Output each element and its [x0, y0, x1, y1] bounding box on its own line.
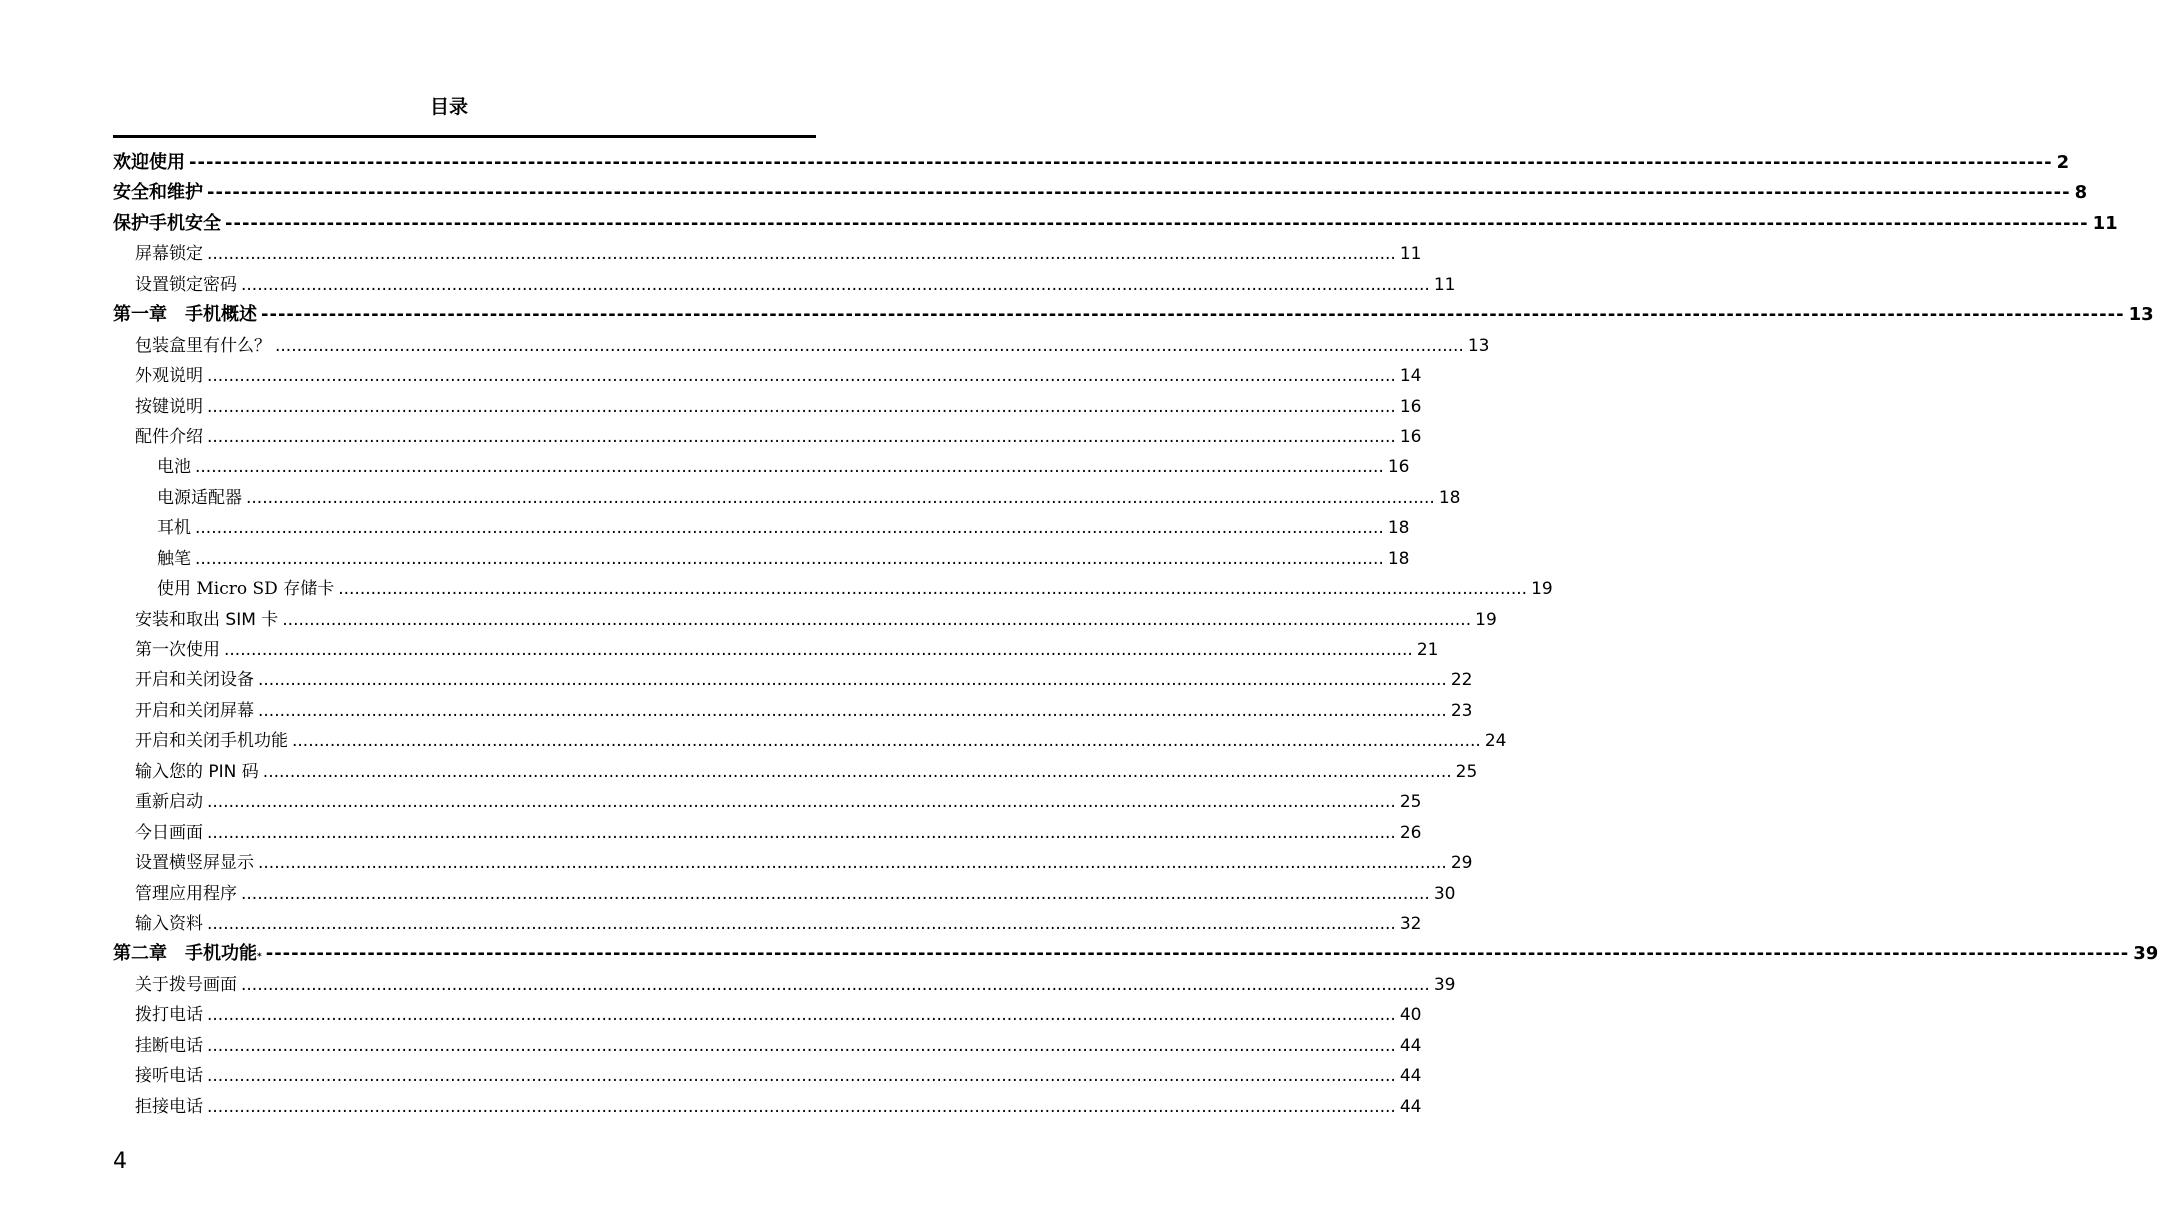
toc-leader: ---------------------------------------------------------------------------------------------------------------------------------------------------------------------------------------------------------------------------- — [189, 152, 2053, 173]
toc-entry[interactable] — [113, 422, 1422, 452]
toc-entry[interactable] — [113, 1061, 1422, 1091]
toc-entry[interactable] — [113, 635, 1439, 665]
toc-entry-page: 11 — [2092, 212, 2118, 234]
toc-entry-title: 输入资料 — [135, 913, 203, 934]
toc-leader: ............................................................................................................................................................................................................................ — [207, 366, 1396, 387]
toc-entry-title: 第二章 手机功能 — [113, 943, 257, 965]
toc-leader: ............................................................................................................................................................................................................................ — [195, 548, 1384, 569]
toc-entry[interactable] — [113, 696, 1473, 726]
toc-entry-title: 输入您的 PIN 码 — [135, 761, 259, 782]
toc-entry-page: 30 — [1433, 883, 1456, 904]
toc-entry-page: 25 — [1399, 792, 1422, 813]
toc-entry-page: 16 — [1399, 396, 1422, 417]
toc-leader: ............................................................................................................................................................................................................................ — [224, 640, 1413, 660]
toc-leader: ............................................................................................................................................................................................................................ — [282, 609, 1472, 630]
toc-entry-page: 8 — [2074, 182, 2088, 204]
toc-entry[interactable] — [113, 178, 2088, 208]
toc-entry-page: 24 — [1484, 731, 1507, 752]
table-of-contents — [113, 148, 2158, 1122]
toc-entry-page: 23 — [1450, 700, 1473, 721]
toc-entry-page: 16 — [1399, 426, 1422, 447]
toc-entry[interactable] — [113, 787, 1422, 817]
toc-entry-title: 接听电话 — [135, 1066, 203, 1087]
toc-entry-title: 开启和关闭设备 — [135, 670, 254, 691]
toc-leader: ............................................................................................................................................................................................................................ — [241, 883, 1430, 904]
toc-entry-title: 欢迎使用 — [113, 152, 185, 173]
toc-leader: ............................................................................................................................................................................................................................ — [241, 974, 1430, 995]
toc-entry-page: 25 — [1455, 761, 1478, 782]
toc-entry-title: 使用 Micro SD 存储卡 — [157, 579, 335, 600]
toc-entry-page: 44 — [1399, 1035, 1422, 1056]
toc-entry[interactable] — [113, 726, 1507, 756]
toc-entry[interactable] — [113, 665, 1473, 695]
toc-entry[interactable] — [113, 300, 2154, 330]
toc-entry-page: 39 — [1433, 974, 1456, 995]
toc-entry-page: 21 — [1416, 640, 1439, 660]
toc-entry[interactable] — [113, 239, 1422, 269]
toc-entry-title: 触笔 — [157, 548, 191, 569]
toc-entry[interactable] — [113, 818, 1422, 848]
toc-entry-title: 按键说明 — [135, 396, 203, 417]
toc-leader: ............................................................................................................................................................................................................................ — [207, 822, 1396, 843]
toc-entry-page: 18 — [1387, 548, 1410, 569]
toc-entry-page: 2 — [2056, 152, 2070, 173]
toc-entry-page: 19 — [1475, 609, 1497, 630]
toc-leader: ............................................................................................................................................................................................................................ — [207, 792, 1396, 813]
toc-entry[interactable] — [113, 605, 1497, 635]
toc-entry-page: 14 — [1399, 366, 1422, 387]
toc-leader: ............................................................................................................................................................................................................................ — [241, 274, 1430, 295]
toc-leader: ............................................................................................................................................................................................................................ — [195, 457, 1384, 478]
toc-leader: ---------------------------------------------------------------------------------------------------------------------------------------------------------------------------------------------------------------------------- — [265, 943, 2130, 965]
toc-leader: ............................................................................................................................................................................................................................ — [258, 700, 1447, 721]
toc-entry[interactable] — [113, 392, 1422, 422]
toc-entry-title: 安装和取出 SIM 卡 — [135, 609, 279, 630]
toc-entry[interactable] — [113, 848, 1473, 878]
toc-entry-page: 11 — [1433, 274, 1456, 295]
toc-entry-page: 13 — [2128, 304, 2154, 326]
toc-entry[interactable] — [113, 483, 1461, 513]
toc-entry-title: 关于拨号画面 — [135, 974, 237, 995]
toc-leader: ............................................................................................................................................................................................................................ — [207, 913, 1396, 934]
page-number: 4 — [113, 1149, 127, 1174]
toc-entry[interactable] — [113, 544, 1410, 574]
toc-entry[interactable]: 第二章 手机功能 * ---------------------------------------------------------------------------------------------------------------------------------------------------------------------------------------------------------------------------- 39 — [113, 939, 811, 969]
toc-entry[interactable] — [113, 148, 2070, 178]
toc-entry-page: 44 — [1399, 1066, 1422, 1087]
toc-entry-title: 屏幕锁定 — [135, 244, 203, 265]
toc-entry[interactable] — [113, 1092, 1422, 1122]
toc-entry[interactable] — [113, 331, 1490, 361]
toc-leader: ............................................................................................................................................................................................................................ — [207, 1005, 1396, 1026]
toc-entry-page: 32 — [1399, 913, 1422, 934]
toc-entry[interactable] — [113, 909, 1422, 939]
toc-entry-page: 11 — [1399, 244, 1422, 265]
toc-entry-page: 40 — [1399, 1005, 1422, 1026]
toc-entry[interactable] — [113, 574, 1553, 604]
toc-entry-title: 电源适配器 — [157, 487, 242, 508]
toc-entry[interactable] — [113, 1000, 1422, 1030]
toc-leader: ............................................................................................................................................................................................................................ — [258, 853, 1447, 874]
toc-entry-page: 44 — [1399, 1096, 1422, 1117]
toc-entry-title: 拨打电话 — [135, 1005, 203, 1026]
toc-leader: ............................................................................................................................................................................................................................ — [207, 396, 1396, 417]
toc-entry-title: 包装盒里有什么？ — [135, 335, 271, 356]
toc-leader: ---------------------------------------------------------------------------------------------------------------------------------------------------------------------------------------------------------------------------- — [207, 182, 2071, 204]
toc-entry-title: 第一次使用 — [135, 640, 220, 660]
toc-entry-title: 配件介绍 — [135, 426, 203, 447]
toc-entry[interactable] — [113, 209, 2118, 239]
toc-leader: ............................................................................................................................................................................................................................ — [275, 335, 1464, 356]
toc-entry-title: 第一章 手机概述 — [113, 304, 257, 326]
toc-entry-title: 电池 — [157, 457, 191, 478]
toc-entry-title: 挂断电话 — [135, 1035, 203, 1056]
toc-entry-title: 安全和维护 — [113, 182, 203, 204]
toc-entry-page: 18 — [1387, 518, 1410, 539]
toc-entry[interactable] — [113, 513, 1410, 543]
toc-leader: ............................................................................................................................................................................................................................ — [292, 731, 1481, 752]
toc-leader: ............................................................................................................................................................................................................................ — [262, 761, 1452, 782]
toc-entry[interactable] — [113, 970, 1456, 1000]
toc-leader: ---------------------------------------------------------------------------------------------------------------------------------------------------------------------------------------------------------------------------- — [261, 304, 2125, 326]
toc-leader: ............................................................................................................................................................................................................................ — [195, 518, 1384, 539]
toc-entry[interactable] — [113, 361, 1422, 391]
toc-entry-page: 16 — [1387, 457, 1410, 478]
toc-entry-title: 开启和关闭屏幕 — [135, 700, 254, 721]
toc-entry-page: 26 — [1399, 822, 1422, 843]
toc-leader: ............................................................................................................................................................................................................................ — [338, 579, 1528, 600]
toc-entry-title: 开启和关闭手机功能 — [135, 731, 288, 752]
toc-leader: ............................................................................................................................................................................................................................ — [207, 1066, 1396, 1087]
toc-entry[interactable] — [113, 270, 1456, 300]
toc-entry-title: 拒接电话 — [135, 1096, 203, 1117]
toc-leader: ............................................................................................................................................................................................................................ — [246, 487, 1435, 508]
toc-leader: ............................................................................................................................................................................................................................ — [207, 1096, 1396, 1117]
toc-leader: ............................................................................................................................................................................................................................ — [207, 244, 1396, 265]
toc-entry-title: 设置锁定密码 — [135, 274, 237, 295]
toc-leader: ---------------------------------------------------------------------------------------------------------------------------------------------------------------------------------------------------------------------------- — [225, 212, 2089, 234]
toc-entry[interactable] — [113, 452, 1410, 482]
toc-entry-title: 耳机 — [157, 518, 191, 539]
page-title: 目录 — [429, 96, 468, 118]
toc-entry-title: 保护手机安全 — [113, 212, 221, 234]
toc-entry-title: 设置横竖屏显示 — [135, 853, 254, 874]
toc-entry[interactable] — [113, 879, 1456, 909]
toc-entry-page: 29 — [1450, 853, 1473, 874]
toc-entry-page: 22 — [1450, 670, 1473, 691]
title-divider — [113, 135, 816, 138]
toc-entry-title: 管理应用程序 — [135, 883, 237, 904]
toc-entry-title: 今日画面 — [135, 822, 203, 843]
toc-entry-page: 13 — [1467, 335, 1490, 356]
toc-entry-page: 19 — [1531, 579, 1553, 600]
toc-entry[interactable] — [113, 1031, 1422, 1061]
toc-leader: ............................................................................................................................................................................................................................ — [207, 426, 1396, 447]
toc-entry[interactable] — [113, 757, 1478, 787]
toc-leader: ............................................................................................................................................................................................................................ — [258, 670, 1447, 691]
toc-leader: ............................................................................................................................................................................................................................ — [207, 1035, 1396, 1056]
toc-entry-page: 39 — [2133, 943, 2158, 965]
toc-entry-title: 重新启动 — [135, 792, 203, 813]
toc-entry-title: 外观说明 — [135, 366, 203, 387]
toc-entry-page: 18 — [1438, 487, 1461, 508]
